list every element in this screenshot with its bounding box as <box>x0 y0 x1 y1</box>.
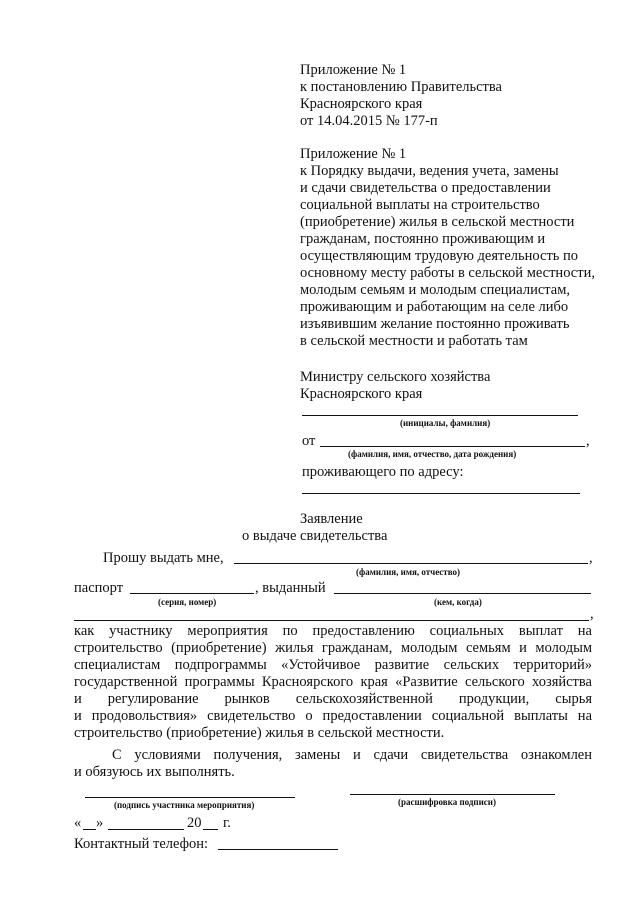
request-comma: , <box>589 550 593 566</box>
appendix-header-resolution <box>300 62 502 130</box>
date-year-suffix: г. <box>223 815 231 831</box>
signature-decode-field[interactable] <box>350 794 555 795</box>
residing-label: проживающего по адресу: <box>302 464 464 480</box>
header-line: осуществляющим трудовую деятельность по <box>300 248 579 264</box>
body-line: специалистам подпрограммы «Устойчивое развитие сельских территорий» <box>74 657 592 673</box>
header-line: Приложение № 1 <box>300 62 407 78</box>
body-line: и обязуюсь их выполнять. <box>74 764 235 780</box>
phone-field[interactable] <box>218 849 338 850</box>
header-line: социальной выплаты на строительство <box>300 197 540 213</box>
header-line: основному месту работы в сельской местности, <box>300 265 595 281</box>
header-line: от 14.04.2015 № 177-п <box>300 113 438 129</box>
continuation-comma: , <box>590 606 594 622</box>
header-line: в сельской местности и работать там <box>300 333 528 349</box>
date-year-prefix: 20 <box>187 815 202 831</box>
date-day-field[interactable] <box>83 829 96 830</box>
header-line: к Порядку выдачи, ведения учета, замены <box>300 163 559 179</box>
date-month-field[interactable] <box>108 829 184 830</box>
recipient-name-caption: (фамилия, имя, отчество) <box>356 567 461 577</box>
applicant-name-field[interactable] <box>320 446 585 447</box>
document-title: Заявление <box>300 511 363 527</box>
header-line: (приобретение) жилья в сельской местности <box>300 214 575 230</box>
applicant-name-caption: (фамилия, имя, отчество, дата рождения) <box>348 449 517 459</box>
header-line: проживающим и работающим на селе либо <box>300 299 569 315</box>
signature-caption: (подпись участника мероприятия) <box>114 800 255 810</box>
header-line: молодым семьям и молодым специалистам, <box>300 282 571 298</box>
from-comma: , <box>586 433 590 449</box>
header-line: Красноярского края <box>300 96 423 112</box>
body-line: и продовольствия» свидетельство о предоставлении социальной выплаты на <box>74 708 592 724</box>
body-line: строительство (приобретение) жилья в сельской местности. <box>74 725 445 741</box>
signature-decode-caption: (расшифровка подписи) <box>398 797 496 807</box>
signature-field[interactable] <box>85 797 295 798</box>
addressee-line-1: Министру сельского хозяйства <box>300 369 491 385</box>
body-line: как участнику мероприятия по предоставлению социальных выплат на <box>74 623 592 639</box>
body-line: государственной программы Красноярского края «Развитие сельского хозяйства <box>74 674 592 690</box>
phone-label: Контактный телефон: <box>74 836 209 852</box>
issued-label: , выданный <box>255 580 326 596</box>
body-line: и регулирование рынков сельскохозяйственной продукции, сырья <box>74 691 592 707</box>
address-field[interactable] <box>302 493 580 494</box>
header-line: и сдачи свидетельства о предоставлении <box>300 180 551 196</box>
body-paragraph-1 <box>74 623 592 742</box>
issued-by-caption: (кем, когда) <box>434 597 482 607</box>
passport-label: паспорт <box>74 580 124 596</box>
issued-by-field[interactable] <box>334 593 591 594</box>
issued-by-continuation-field[interactable] <box>74 620 589 621</box>
date-quote-close: » <box>96 815 104 831</box>
recipient-name-field[interactable] <box>234 563 588 564</box>
passport-series-caption: (серия, номер) <box>158 597 217 607</box>
body-line: С условиями получения, замены и сдачи свидетельства ознакомлен <box>112 747 592 763</box>
appendix-header-procedure <box>300 146 595 350</box>
body-paragraph-2 <box>74 747 592 781</box>
request-label: Прошу выдать мне, <box>103 550 224 566</box>
header-line: гражданам, постоянно проживающим и <box>300 231 546 247</box>
initials-field[interactable] <box>302 415 578 416</box>
initials-caption: (инициалы, фамилия) <box>400 418 491 428</box>
document-subtitle: о выдаче свидетельства <box>242 528 388 544</box>
from-label: от <box>302 433 316 449</box>
body-line: строительство (приобретение) жилья гражданам, молодым семьям и молодым <box>74 640 592 656</box>
date-quote-open: « <box>74 815 82 831</box>
header-line: изъявившим желание постоянно проживать <box>300 316 570 332</box>
header-line: Приложение № 1 <box>300 146 407 162</box>
header-line: к постановлению Правительства <box>300 79 502 95</box>
passport-series-field[interactable] <box>130 593 254 594</box>
addressee-line-2: Красноярского края <box>300 386 423 402</box>
date-year-field[interactable] <box>203 829 218 830</box>
